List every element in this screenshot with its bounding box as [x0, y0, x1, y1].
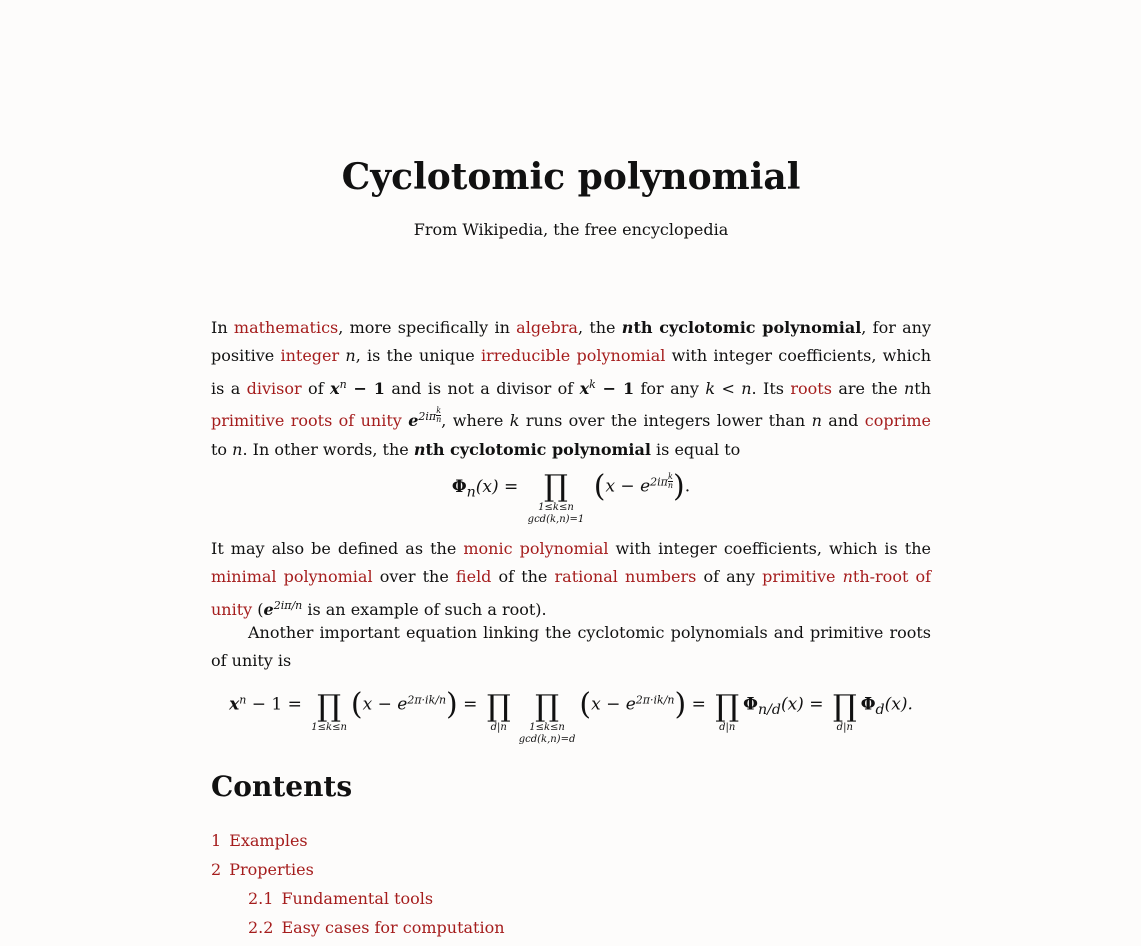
equals-sign: =	[691, 694, 706, 715]
math-exponent: k	[589, 377, 596, 391]
product-subscript: 1≤k≤n	[538, 502, 574, 513]
math-var: n	[232, 439, 243, 459]
math-expr	[580, 379, 635, 398]
para-text: It may also be defined as the	[211, 539, 464, 558]
intro-text: are the	[831, 378, 904, 398]
intro-text: . In other words, the	[242, 439, 414, 459]
link-integer[interactable]: integer	[280, 346, 340, 366]
product-subscript: 1≤k≤n	[311, 722, 347, 733]
para-text: of any	[696, 567, 763, 587]
toc-item-easy-cases[interactable]	[211, 913, 505, 942]
product-operator	[832, 689, 857, 734]
product-operator	[527, 469, 585, 526]
eq-term: x − e	[362, 694, 408, 715]
product-operator	[486, 689, 511, 734]
toc-item-fundamental-tools[interactable]	[211, 884, 505, 913]
paren-open: (	[350, 687, 363, 722]
definition-paragraph	[211, 535, 931, 624]
link-text: th-root of unity	[211, 567, 932, 619]
toc-link[interactable]	[211, 860, 314, 879]
page-title: Cyclotomic polynomial	[341, 156, 801, 198]
equation-intro-paragraph	[211, 619, 931, 676]
term-bold	[414, 440, 651, 459]
product-symbol: ∏	[832, 689, 857, 724]
equation-factorization	[211, 678, 931, 745]
product-subscript: gcd(k,n)=d	[518, 734, 576, 745]
product-symbol: ∏	[317, 689, 342, 724]
math-expr	[408, 406, 442, 431]
table-of-contents	[211, 826, 505, 942]
math-base: x	[330, 378, 340, 398]
contents-heading: Contents	[211, 770, 353, 803]
toc-label: Properties	[229, 860, 314, 879]
intro-text: runs over the integers lower than	[519, 411, 812, 431]
toc-number: 2.1	[248, 889, 274, 908]
link-irreducible-polynomial[interactable]: irreducible polynomial	[480, 346, 666, 366]
phi-symbol: Φ	[743, 694, 758, 715]
product-operator	[715, 689, 740, 734]
intro-text: and is not a divisor of	[384, 378, 580, 398]
math-base: e	[263, 599, 274, 619]
math-expr	[330, 379, 385, 398]
toc-label: Fundamental tools	[281, 889, 434, 908]
fraction-numerator: k	[668, 471, 673, 481]
toc-item-examples[interactable]	[211, 826, 505, 855]
toc-link[interactable]	[248, 918, 505, 937]
eq-term: x − e	[591, 694, 636, 715]
product-operator	[311, 689, 347, 734]
eq-lhs: − 1 =	[246, 694, 302, 715]
equation-cyclotomic-definition	[211, 460, 931, 525]
intro-text: of	[301, 378, 331, 398]
link-mathematics[interactable]: mathematics	[233, 318, 339, 337]
paren-open: (	[579, 687, 592, 722]
link-rational-numbers[interactable]: rational numbers	[554, 567, 697, 587]
math-base: x	[579, 378, 590, 398]
equals-sign: =	[463, 694, 478, 715]
intro-text: , for any positive	[211, 318, 931, 366]
fraction-denominator: n	[436, 415, 442, 425]
para-text: (	[252, 599, 264, 619]
math-rest: − 1	[595, 378, 635, 398]
product-symbol: ∏	[535, 689, 559, 724]
math-var: n	[811, 411, 822, 431]
math-exponent: 2π·ik/n	[635, 693, 675, 707]
intro-text: In	[211, 318, 234, 337]
toc-number: 2.2	[248, 918, 274, 937]
phi-argument: (x) =	[780, 694, 824, 715]
phi-subscript: n/d	[757, 701, 781, 718]
math-base: x	[229, 694, 240, 715]
paren-open: (	[593, 469, 606, 504]
phi-symbol: Φ	[451, 476, 467, 497]
toc-label: Examples	[229, 831, 308, 850]
math-exponent: n	[339, 377, 347, 391]
para-text: Another important equation linking the cyclotomic polynomials and primitive roots of unity is	[211, 623, 931, 671]
product-subscript: 1≤k≤n	[529, 722, 565, 733]
para-text: is an example of such a root).	[302, 599, 547, 619]
fraction-denominator: n	[667, 480, 674, 490]
math-rest: − 1	[346, 378, 385, 398]
toc-link[interactable]	[248, 889, 433, 908]
link-coprime[interactable]: coprime	[864, 411, 932, 431]
eq-term: x − e	[605, 476, 651, 497]
intro-text: , is the unique	[355, 346, 481, 366]
link-monic-polynomial[interactable]: monic polynomial	[463, 539, 609, 558]
product-subscript: d|n	[490, 722, 507, 733]
para-text: over the	[372, 567, 456, 587]
toc-item-properties[interactable]	[211, 855, 505, 884]
intro-text: for any	[634, 378, 706, 398]
phi-subscript: d	[875, 701, 885, 718]
math-exponent: 2π·ik/n	[407, 693, 447, 707]
product-subscript: d|n	[836, 722, 853, 733]
paren-close: )	[446, 687, 458, 722]
product-symbol: ∏	[486, 689, 511, 724]
eq-lhs	[451, 476, 519, 500]
math-exponent: 2iπ	[650, 475, 668, 489]
phi-symbol: Φ	[860, 694, 876, 715]
toc-number: 2	[211, 860, 222, 879]
para-text: with integer coefficients, which is the	[608, 539, 932, 558]
phi-subscript: n	[466, 483, 476, 500]
math-exponent: 2iπ	[418, 410, 437, 424]
product-symbol: ∏	[715, 689, 740, 724]
math-var: n	[903, 378, 915, 398]
intro-text: and	[821, 411, 865, 431]
intro-text: . Its	[751, 378, 791, 398]
eq-end: .	[684, 476, 691, 497]
toc-link[interactable]	[211, 831, 308, 850]
phi-argument: (x).	[884, 694, 913, 715]
link-field[interactable]: field	[455, 567, 492, 587]
term-var: n	[413, 439, 426, 459]
intro-text: th	[914, 378, 932, 398]
toc-number: 1	[211, 831, 222, 850]
product-symbol: ∏	[544, 469, 568, 504]
product-subscript: d|n	[719, 722, 736, 733]
term-var: n	[621, 318, 634, 337]
intro-text: is equal to	[650, 439, 741, 459]
intro-paragraph	[211, 314, 931, 464]
product-subscript: gcd(k,n)=1	[527, 514, 585, 525]
math-var: n	[345, 346, 356, 366]
math-expr: k < n	[705, 378, 752, 398]
term-rest: th cyclotomic polynomial	[633, 318, 862, 337]
math-exponent: 2iπ/n	[273, 598, 303, 612]
link-roots[interactable]: roots	[790, 378, 832, 398]
intro-text: , more specifically in	[338, 318, 517, 337]
link-primitive-roots-of-unity[interactable]: primitive roots of unity	[211, 411, 402, 431]
math-base: e	[408, 411, 419, 431]
intro-text: with integer coefficients, which is a	[211, 346, 932, 398]
link-var: n	[842, 567, 853, 587]
link-algebra[interactable]: algebra	[516, 318, 578, 337]
link-minimal-polynomial[interactable]: minimal polynomial	[211, 567, 373, 587]
product-operator	[518, 689, 576, 746]
paren-close: )	[673, 469, 685, 504]
link-text: primitive	[762, 567, 843, 587]
term-rest: th cyclotomic polynomial	[425, 439, 651, 459]
math-var: k	[509, 411, 520, 431]
intro-text: , the	[577, 318, 622, 337]
intro-text: to	[211, 439, 233, 459]
term-bold	[622, 318, 862, 337]
math-expr	[264, 600, 303, 619]
intro-text: , where	[441, 411, 510, 431]
phi-argument: (x) =	[475, 476, 519, 497]
toc-label: Easy cases for computation	[281, 918, 505, 937]
fraction-numerator: k	[436, 406, 442, 416]
page-subtitle: From Wikipedia, the free encyclopedia	[413, 220, 729, 239]
paren-close: )	[674, 687, 687, 722]
math-exponent: n	[239, 693, 247, 707]
para-text: of the	[491, 567, 555, 587]
link-divisor[interactable]: divisor	[246, 378, 302, 398]
